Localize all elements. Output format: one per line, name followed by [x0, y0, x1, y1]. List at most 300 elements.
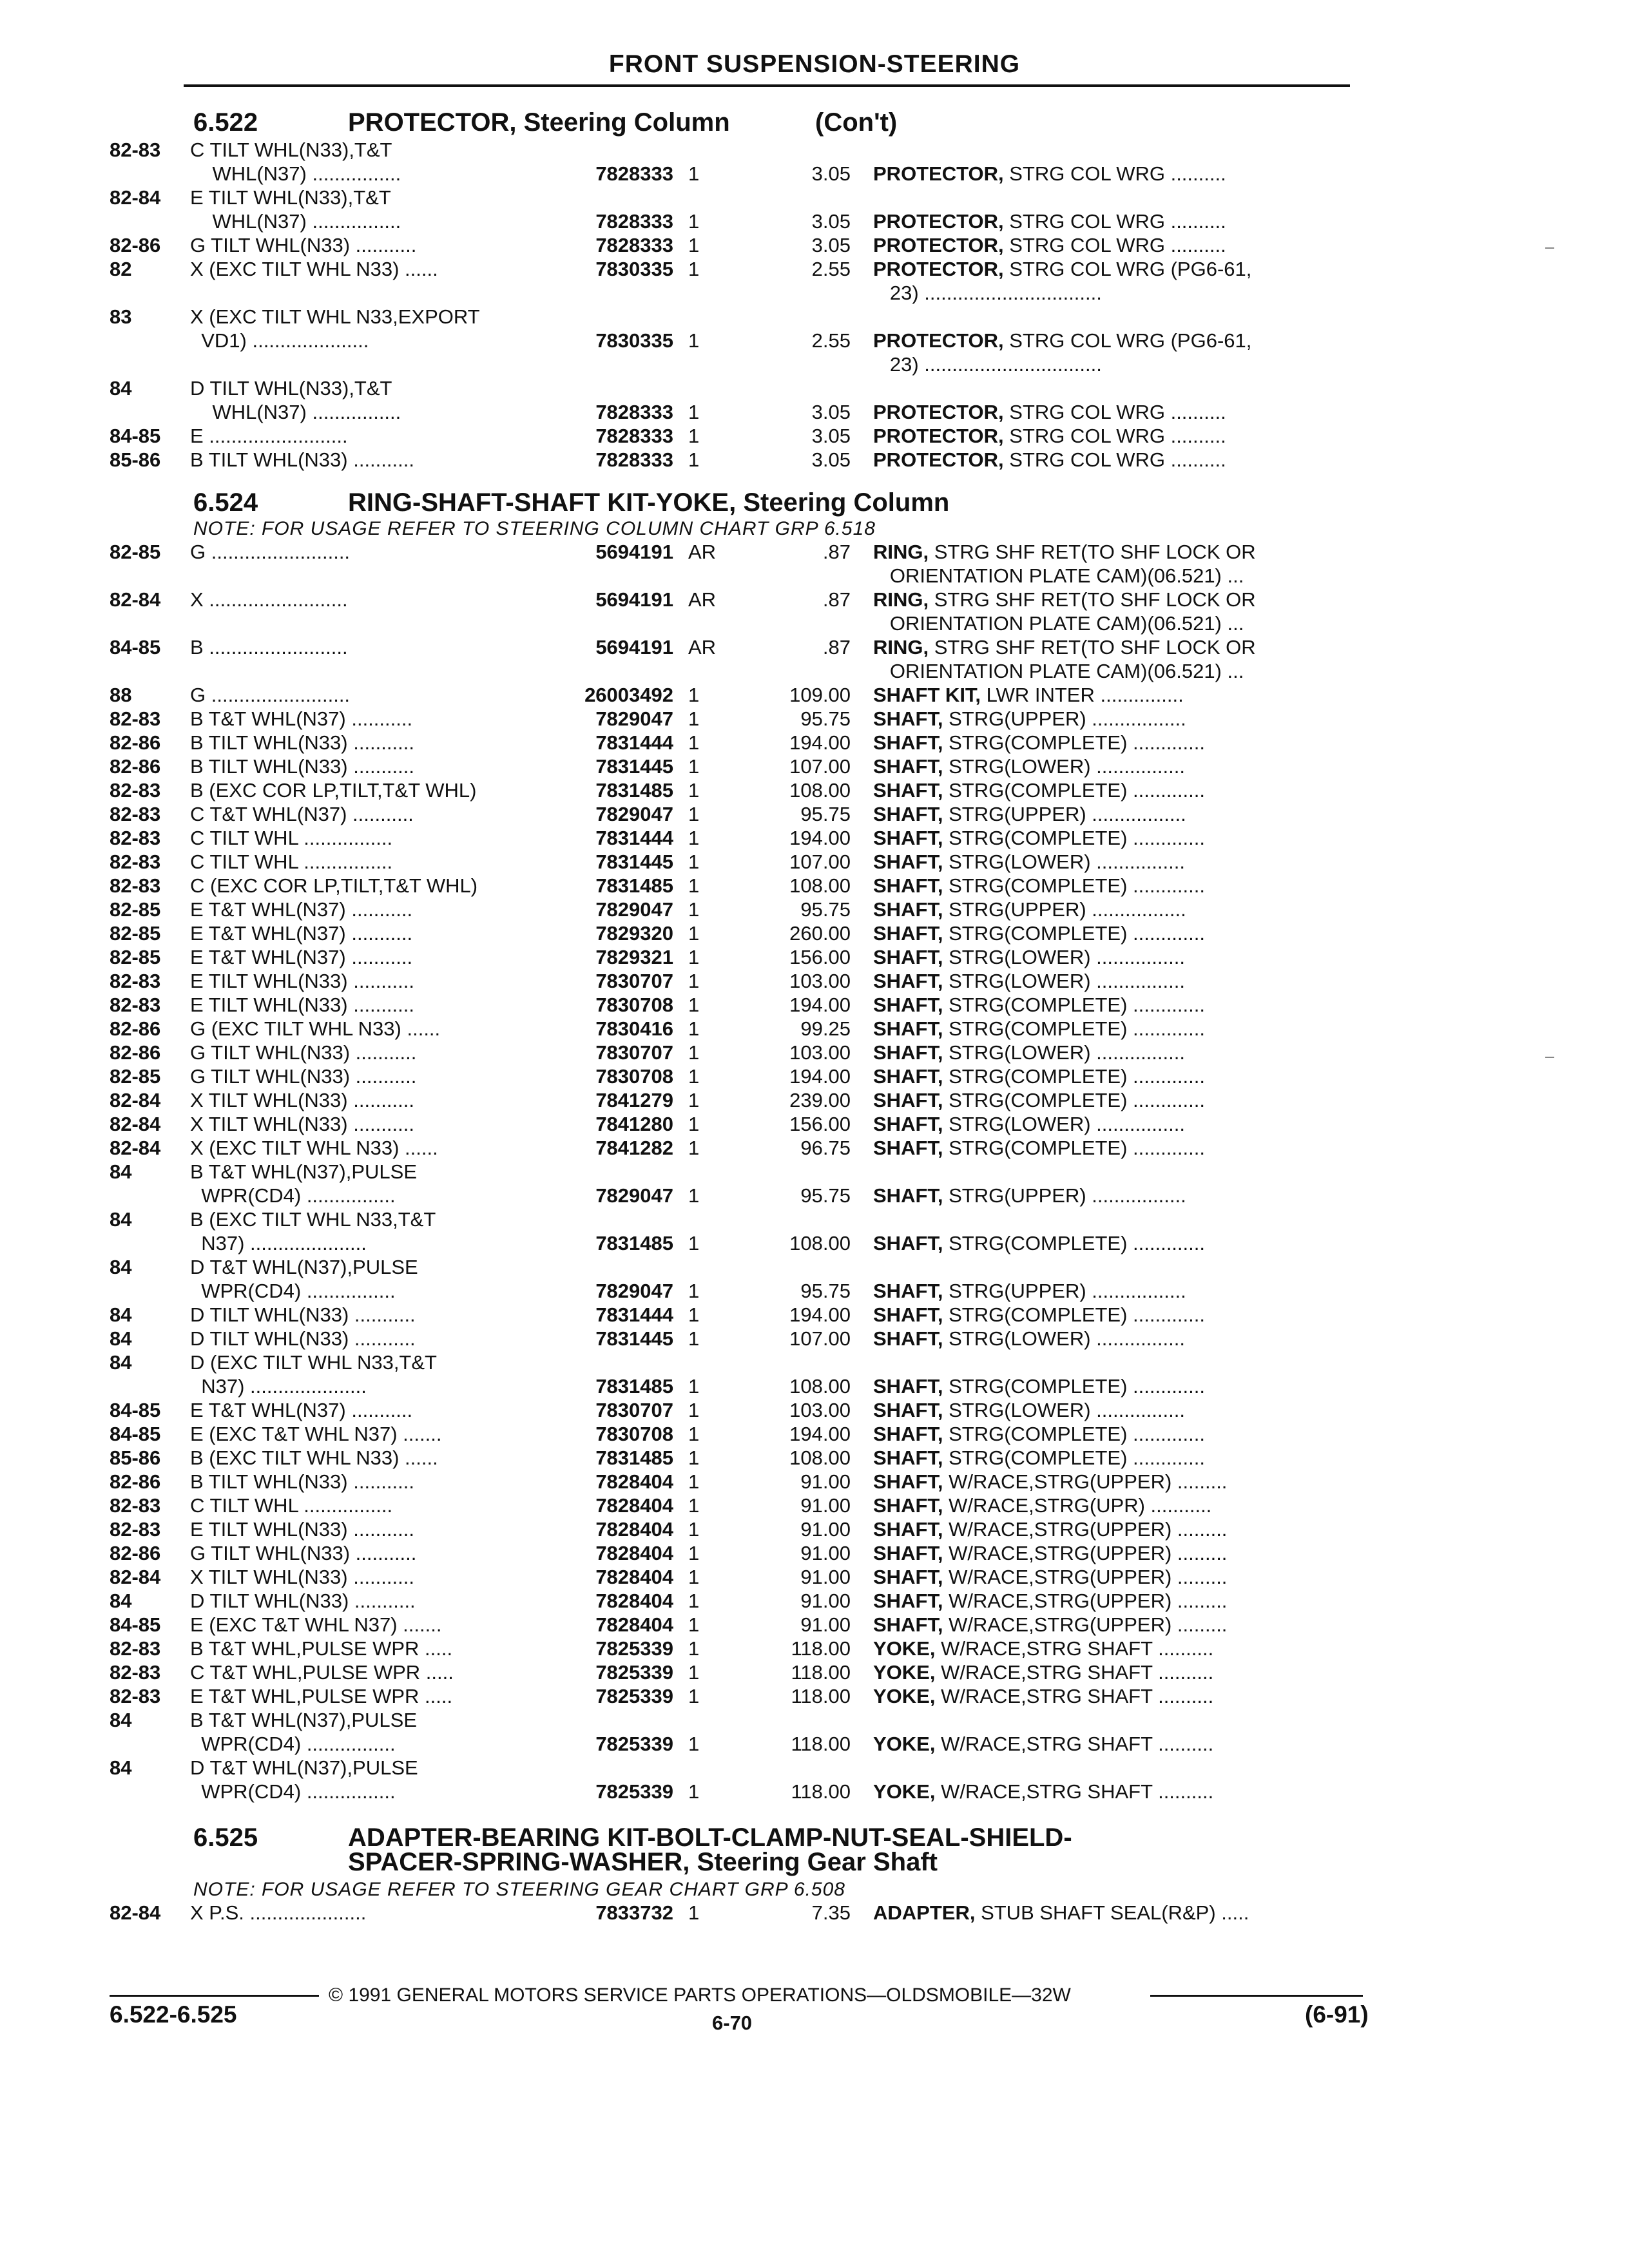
footer-revision: (6-91): [1305, 2001, 1369, 2028]
part-name-detail: STRG SHF RET(TO SHF LOCK OR: [929, 541, 1256, 563]
part-name-keyword: SHAFT,: [873, 1613, 943, 1636]
part-number: 7831485: [595, 1375, 673, 1398]
part-name: [873, 233, 1226, 257]
part-number: 7828404: [595, 1590, 673, 1612]
table-row: [0, 754, 1629, 778]
usage-description: N37) .....................: [190, 1375, 367, 1398]
usage-description: G .........................: [190, 541, 351, 563]
part-number: 5694191: [595, 636, 673, 658]
part-name-keyword: SHAFT,: [873, 898, 943, 921]
usage-description: WHL(N37) ................: [190, 162, 401, 185]
table-row: [0, 352, 1629, 376]
margin-mark: [1545, 247, 1554, 249]
part-number: 7828404: [595, 1566, 673, 1588]
model-year: 83: [110, 305, 132, 328]
part-name: [873, 635, 1256, 659]
model-year: 84-85: [110, 1423, 161, 1445]
price: 91.00: [800, 1590, 851, 1612]
section-name-continued: SPACER-SPRING-WASHER, Steering Gear Shaft: [348, 1848, 938, 1876]
part-number: 7829321: [595, 946, 673, 968]
usage-description: X TILT WHL(N33) ...........: [190, 1566, 414, 1588]
part-number: 7830708: [595, 1065, 673, 1088]
part-name-detail: STUB SHAFT SEAL(R&P) .....: [975, 1901, 1249, 1924]
table-row: [0, 1303, 1629, 1327]
model-year: 82-86: [110, 755, 161, 778]
part-number: 5694191: [595, 541, 673, 563]
price: 194.00: [789, 827, 851, 849]
price: 156.00: [789, 1113, 851, 1135]
model-year: 82-84: [110, 1901, 161, 1924]
part-number: 7829047: [595, 1280, 673, 1302]
part-name-keyword: PROTECTOR,: [873, 448, 1004, 471]
table-row: [0, 1231, 1629, 1255]
part-name: [873, 731, 1205, 754]
part-name-detail: W/RACE,STRG SHAFT ..........: [935, 1780, 1214, 1803]
table-row: [0, 1684, 1629, 1708]
part-name-detail: STRG(COMPLETE) .............: [943, 779, 1205, 802]
part-name-detail: STRG(COMPLETE) .............: [943, 1375, 1205, 1398]
part-name-keyword: SHAFT,: [873, 850, 943, 873]
footer-rule-right: [1150, 1995, 1363, 1997]
price: 95.75: [800, 1184, 851, 1207]
part-name-keyword: SHAFT,: [873, 946, 943, 968]
model-year: 82-83: [110, 139, 161, 161]
part-name: [873, 969, 1185, 993]
price: 103.00: [789, 970, 851, 992]
usage-description: G TILT WHL(N33) ...........: [190, 1065, 417, 1088]
usage-description: B T&T WHL,PULSE WPR .....: [190, 1637, 453, 1660]
part-name: [873, 1184, 1186, 1207]
part-name-detail: STRG COL WRG ..........: [1003, 448, 1226, 471]
part-number: 7828404: [595, 1542, 673, 1564]
usage-description: G TILT WHL(N33) ...........: [190, 1542, 417, 1564]
table-row: [0, 1350, 1629, 1374]
part-name: [873, 400, 1226, 424]
table-row: [0, 898, 1629, 921]
part-name-keyword: PROTECTOR,: [873, 234, 1004, 256]
quantity: 1: [688, 1232, 700, 1254]
part-number: 7831485: [595, 874, 673, 897]
section-number: 6.524: [193, 488, 258, 517]
price: 103.00: [789, 1399, 851, 1421]
usage-description: E TILT WHL(N33) ...........: [190, 994, 414, 1016]
part-name-keyword: SHAFT,: [873, 1375, 943, 1398]
quantity: AR: [688, 588, 717, 611]
model-year: 82-85: [110, 898, 161, 921]
table-row: [0, 1517, 1629, 1541]
part-number: 7831445: [595, 1327, 673, 1350]
section-number: 6.522: [193, 108, 258, 137]
usage-description: X P.S. .....................: [190, 1901, 367, 1924]
part-name-keyword: SHAFT,: [873, 1089, 943, 1111]
usage-description: D TILT WHL(N33),T&T: [190, 377, 392, 399]
table-row: [0, 281, 1629, 305]
table-row: [0, 1732, 1629, 1756]
part-name-detail: STRG(COMPLETE) .............: [943, 1065, 1205, 1088]
price: 108.00: [789, 1232, 851, 1254]
part-name-detail: W/RACE,STRG SHAFT ..........: [935, 1661, 1214, 1684]
usage-description: D TILT WHL(N33) ...........: [190, 1303, 416, 1326]
quantity: 1: [688, 827, 700, 849]
table-row: [0, 1660, 1629, 1684]
part-name: [873, 352, 1102, 376]
usage-description: B (EXC COR LP,TILT,T&T WHL): [190, 779, 477, 802]
part-number: 7830707: [595, 1399, 673, 1421]
part-number: 7830707: [595, 970, 673, 992]
part-name-keyword: SHAFT,: [873, 707, 943, 730]
model-year: 84: [110, 1590, 132, 1612]
part-name: [873, 1494, 1211, 1517]
part-name-keyword: SHAFT,: [873, 803, 943, 825]
footer-page-number: 6-70: [712, 2012, 753, 2034]
part-number: 7841282: [595, 1137, 673, 1159]
part-number: 7830708: [595, 994, 673, 1016]
part-name: [873, 1374, 1205, 1398]
model-year: 82-84: [110, 1566, 161, 1588]
part-name-detail: ORIENTATION PLATE CAM)(06.521) ...: [873, 612, 1244, 635]
price: 118.00: [791, 1780, 851, 1803]
quantity: 1: [688, 1327, 700, 1350]
table-row: [0, 1565, 1629, 1589]
part-name: [873, 1732, 1213, 1756]
usage-description: X (EXC TILT WHL N33,EXPORT: [190, 305, 480, 328]
part-number: 7830335: [595, 329, 673, 352]
quantity: 1: [688, 874, 700, 897]
model-year: 84-85: [110, 1613, 161, 1636]
margin-mark: [1545, 1057, 1554, 1058]
usage-description: WPR(CD4) ................: [190, 1280, 396, 1302]
part-name-keyword: PROTECTOR,: [873, 162, 1004, 185]
part-name-detail: STRG(LOWER) ................: [943, 1041, 1185, 1064]
usage-note: NOTE: FOR USAGE REFER TO STEERING GEAR CHART GRP 6.508: [193, 1879, 845, 1900]
table-row: [0, 1064, 1629, 1088]
model-year: 82-86: [110, 731, 161, 754]
part-name: [873, 1017, 1205, 1041]
part-number: 7825339: [595, 1661, 673, 1684]
part-name-keyword: PROTECTOR,: [873, 329, 1004, 352]
usage-description: D T&T WHL(N37),PULSE: [190, 1756, 418, 1779]
part-name-keyword: RING,: [873, 588, 929, 611]
part-name-keyword: YOKE,: [873, 1733, 936, 1755]
model-year: 82-83: [110, 970, 161, 992]
part-number: 7829320: [595, 922, 673, 945]
part-name-detail: W/RACE,STRG(UPPER) .........: [943, 1518, 1228, 1541]
part-name-detail: STRG(LOWER) ................: [943, 946, 1185, 968]
part-name: [873, 1684, 1213, 1708]
model-year: 82-83: [110, 827, 161, 849]
part-name-detail: W/RACE,STRG(UPPER) .........: [943, 1590, 1228, 1612]
table-row: [0, 1422, 1629, 1446]
price: 95.75: [800, 803, 851, 825]
part-number: 7831444: [595, 731, 673, 754]
model-year: 82-83: [110, 707, 161, 730]
quantity: 1: [688, 1184, 700, 1207]
price: 96.75: [800, 1137, 851, 1159]
quantity: 1: [688, 448, 700, 471]
usage-description: VD1) .....................: [190, 329, 369, 352]
part-number: 7828333: [595, 234, 673, 256]
model-year: 82-84: [110, 186, 161, 209]
part-number: 7828404: [595, 1613, 673, 1636]
part-number: 7825339: [595, 1780, 673, 1803]
part-name-detail: STRG SHF RET(TO SHF LOCK OR: [929, 636, 1256, 658]
price: 194.00: [789, 731, 851, 754]
model-year: 82-86: [110, 1041, 161, 1064]
part-number: 7825339: [595, 1733, 673, 1755]
part-name-detail: STRG(COMPLETE) .............: [943, 1232, 1205, 1254]
quantity: 1: [688, 850, 700, 873]
usage-description: C (EXC COR LP,TILT,T&T WHL): [190, 874, 478, 897]
usage-description: E T&T WHL(N37) ...........: [190, 922, 413, 945]
part-name: [873, 826, 1205, 850]
model-year: 82-83: [110, 850, 161, 873]
part-name: [873, 1422, 1205, 1446]
part-name-keyword: ADAPTER,: [873, 1901, 976, 1924]
price: 3.05: [811, 401, 851, 423]
part-name-detail: STRG(UPPER) .................: [943, 1280, 1186, 1302]
table-row: [0, 707, 1629, 731]
table-row: [0, 1184, 1629, 1207]
part-number: 7828333: [595, 425, 673, 447]
model-year: 82-83: [110, 1494, 161, 1517]
usage-description: E T&T WHL(N37) ...........: [190, 1399, 413, 1421]
price: 3.05: [811, 210, 851, 233]
quantity: 1: [688, 1470, 700, 1493]
part-name: [873, 1446, 1205, 1470]
usage-description: X TILT WHL(N33) ...........: [190, 1089, 414, 1111]
part-name-detail: STRG(COMPLETE) .............: [943, 1137, 1205, 1159]
usage-description: B T&T WHL(N37),PULSE: [190, 1160, 418, 1183]
part-name-keyword: SHAFT,: [873, 1113, 943, 1135]
price: 108.00: [789, 1375, 851, 1398]
part-name-detail: STRG COL WRG (PG6-61,: [1003, 258, 1252, 280]
part-name-detail: STRG(LOWER) ................: [943, 850, 1185, 873]
table-row: [0, 1637, 1629, 1660]
model-year: 82-86: [110, 1017, 161, 1040]
part-name-detail: W/RACE,STRG(UPPER) .........: [943, 1566, 1228, 1588]
table-row: [0, 802, 1629, 826]
model-year: 84: [110, 1756, 132, 1779]
usage-description: B (EXC TILT WHL N33,T&T: [190, 1208, 436, 1231]
part-name: [873, 683, 1184, 707]
usage-description: B .........................: [190, 636, 348, 658]
table-row: [0, 233, 1629, 257]
model-year: 82-86: [110, 1470, 161, 1493]
model-year: 84: [110, 1303, 132, 1326]
table-row: [0, 400, 1629, 424]
quantity: 1: [688, 1065, 700, 1088]
price: 108.00: [789, 1446, 851, 1469]
model-year: 82-85: [110, 922, 161, 945]
model-year: 82-86: [110, 1542, 161, 1564]
part-name-detail: STRG(COMPLETE) .............: [943, 1303, 1205, 1326]
footer-rule-left: [110, 1995, 319, 1997]
part-name: [873, 448, 1226, 472]
header-rule: [184, 84, 1350, 87]
section-name: PROTECTOR, Steering Column: [348, 108, 730, 137]
quantity: 1: [688, 1446, 700, 1469]
price: 91.00: [800, 1470, 851, 1493]
price: 194.00: [789, 994, 851, 1016]
part-name-keyword: PROTECTOR,: [873, 258, 1004, 280]
usage-description: D TILT WHL(N33) ...........: [190, 1327, 416, 1350]
table-row: [0, 1041, 1629, 1064]
quantity: 1: [688, 731, 700, 754]
part-name-detail: 23) ................................: [873, 282, 1102, 304]
part-number: 7833732: [595, 1901, 673, 1924]
part-name: [873, 778, 1205, 802]
part-name-detail: ORIENTATION PLATE CAM)(06.521) ...: [873, 564, 1244, 587]
part-name: [873, 1303, 1205, 1327]
part-name-keyword: SHAFT,: [873, 1470, 943, 1493]
price: 91.00: [800, 1518, 851, 1541]
part-name-detail: ORIENTATION PLATE CAM)(06.521) ...: [873, 660, 1244, 682]
table-row: [0, 1541, 1629, 1565]
part-name: [873, 424, 1226, 448]
part-name-keyword: SHAFT,: [873, 1494, 943, 1517]
model-year: 82-84: [110, 1137, 161, 1159]
part-name-keyword: PROTECTOR,: [873, 401, 1004, 423]
model-year: 84: [110, 1160, 132, 1183]
footer-section-range: 6.522-6.525: [110, 2001, 237, 2028]
part-name-detail: W/RACE,STRG(UPPER) .........: [943, 1613, 1228, 1636]
part-number: 7829047: [595, 898, 673, 921]
part-name: [873, 1279, 1186, 1303]
quantity: 1: [688, 1280, 700, 1302]
model-year: 82: [110, 258, 132, 280]
part-name-detail: W/RACE,STRG SHAFT ..........: [935, 1637, 1214, 1660]
part-name-keyword: YOKE,: [873, 1661, 936, 1684]
usage-description: G .........................: [190, 684, 351, 706]
price: 118.00: [791, 1661, 851, 1684]
part-name-keyword: SHAFT,: [873, 755, 943, 778]
part-name-detail: STRG(UPPER) .................: [943, 1184, 1186, 1207]
price: 3.05: [811, 448, 851, 471]
part-number: 7829047: [595, 707, 673, 730]
part-name-detail: STRG(UPPER) .................: [943, 898, 1186, 921]
price: 91.00: [800, 1542, 851, 1564]
quantity: 1: [688, 1901, 700, 1924]
table-row: [0, 731, 1629, 754]
part-name-keyword: SHAFT,: [873, 1518, 943, 1541]
part-name: [873, 1637, 1213, 1660]
usage-description: E T&T WHL(N37) ...........: [190, 898, 413, 921]
quantity: 1: [688, 1566, 700, 1588]
quantity: 1: [688, 1137, 700, 1159]
table-row: [0, 993, 1629, 1017]
part-name: [873, 540, 1256, 564]
part-name-keyword: SHAFT,: [873, 1280, 943, 1302]
quantity: 1: [688, 1375, 700, 1398]
price: 91.00: [800, 1613, 851, 1636]
usage-description: E TILT WHL(N33),T&T: [190, 186, 391, 209]
quantity: 1: [688, 210, 700, 233]
price: .87: [822, 541, 851, 563]
quantity: 1: [688, 779, 700, 802]
quantity: AR: [688, 541, 717, 563]
part-name: [873, 1064, 1205, 1088]
model-year: 84: [110, 1709, 132, 1731]
table-row: [0, 850, 1629, 874]
price: 3.05: [811, 162, 851, 185]
part-name-keyword: SHAFT,: [873, 1184, 943, 1207]
part-name-keyword: SHAFT,: [873, 1137, 943, 1159]
section-name: ADAPTER-BEARING KIT-BOLT-CLAMP-NUT-SEAL-SHIELD-: [348, 1823, 1072, 1852]
part-name-detail: STRG(UPPER) .................: [943, 803, 1186, 825]
usage-description: B TILT WHL(N33) ...........: [190, 448, 414, 471]
table-row: [0, 186, 1629, 209]
part-name-detail: W/RACE,STRG SHAFT ..........: [935, 1685, 1214, 1707]
quantity: 1: [688, 803, 700, 825]
part-name-keyword: SHAFT,: [873, 970, 943, 992]
quantity: 1: [688, 329, 700, 352]
quantity: 1: [688, 922, 700, 945]
table-row: [0, 138, 1629, 162]
part-number: 7828404: [595, 1494, 673, 1517]
part-name-detail: STRG COL WRG ..........: [1003, 162, 1226, 185]
quantity: 1: [688, 1113, 700, 1135]
part-name: [873, 754, 1185, 778]
part-name-detail: STRG(COMPLETE) .............: [943, 827, 1205, 849]
quantity: 1: [688, 1089, 700, 1111]
table-row: [0, 1279, 1629, 1303]
part-name: [873, 162, 1226, 186]
model-year: 82-83: [110, 994, 161, 1016]
usage-description: X (EXC TILT WHL N33) ......: [190, 1137, 438, 1159]
price: 108.00: [789, 779, 851, 802]
table-row: [0, 448, 1629, 472]
part-name-detail: STRG COL WRG ..........: [1003, 210, 1226, 233]
part-name: [873, 993, 1205, 1017]
usage-description: D (EXC TILT WHL N33,T&T: [190, 1351, 437, 1374]
quantity: 1: [688, 425, 700, 447]
part-number: 7831445: [595, 850, 673, 873]
table-row: [0, 1494, 1629, 1517]
part-name-detail: STRG(COMPLETE) .............: [943, 1089, 1205, 1111]
price: 99.25: [800, 1017, 851, 1040]
part-name: [873, 1780, 1213, 1803]
quantity: 1: [688, 970, 700, 992]
part-name: [873, 1136, 1205, 1160]
usage-description: C TILT WHL(N33),T&T: [190, 139, 392, 161]
part-number: 7831444: [595, 827, 673, 849]
part-number: 7828333: [595, 210, 673, 233]
usage-description: C T&T WHL,PULSE WPR .....: [190, 1661, 454, 1684]
table-row: [0, 162, 1629, 186]
table-row: [0, 305, 1629, 329]
table-row: [0, 1207, 1629, 1231]
price: 3.05: [811, 425, 851, 447]
part-number: 7828333: [595, 448, 673, 471]
usage-description: N37) .....................: [190, 1232, 367, 1254]
usage-description: D TILT WHL(N33) ...........: [190, 1590, 416, 1612]
part-name-keyword: SHAFT,: [873, 1017, 943, 1040]
part-name-detail: STRG COL WRG ..........: [1003, 234, 1226, 256]
part-name-detail: W/RACE,STRG(UPR) ...........: [943, 1494, 1212, 1517]
quantity: 1: [688, 234, 700, 256]
table-row: [0, 329, 1629, 352]
part-number: 7829047: [595, 803, 673, 825]
table-row: [0, 945, 1629, 969]
part-name-keyword: RING,: [873, 636, 929, 658]
part-number: 7830335: [595, 258, 673, 280]
part-name: [873, 945, 1185, 969]
price: 107.00: [789, 850, 851, 873]
quantity: 1: [688, 1637, 700, 1660]
part-number: 7830708: [595, 1423, 673, 1445]
part-name: [873, 1041, 1185, 1064]
usage-description: E .........................: [190, 425, 348, 447]
